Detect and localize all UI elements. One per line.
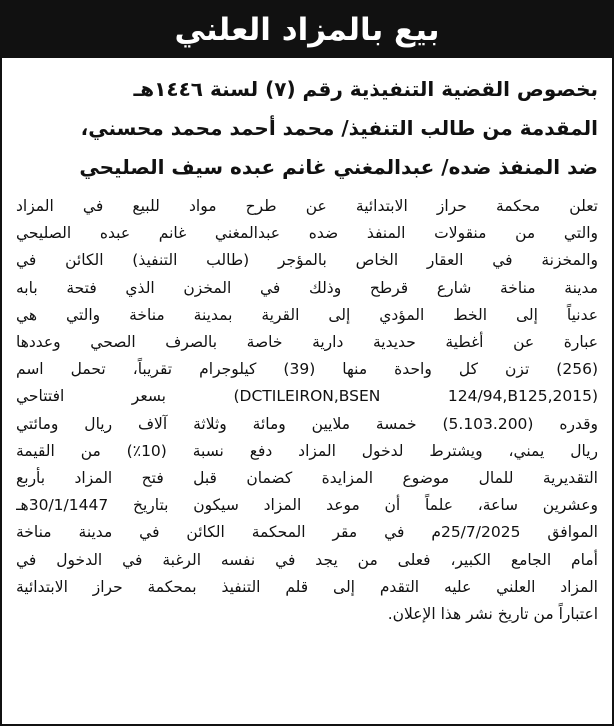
body-line: والمخزنة في العقار الخاص بالمؤجر (طالب التنفيذ) الكائن في [16, 251, 598, 270]
body-line: أمام الجامع الكبير، فعلى من يجد في نفسه الرغبة في الدخول في [16, 550, 598, 569]
body-line: عبارة عن أغطية حديدية دارية خاصة بالصرف الصحي وعددها [16, 333, 598, 352]
body-line: ريال يمني، ويشترط لدخول المزاد دفع نسبة (10٪) من القيمة [16, 441, 598, 460]
body-line: وقدره (5.103.200) خمسة ملايين ومائة وثلاثة آلاف ريال ومائتي [16, 414, 598, 433]
notice-heading [2, 58, 612, 187]
body-line: اعتباراً من تاريخ نشر هذا الإعلان. [387, 605, 598, 624]
notice-title: بيع بالمزاد العلني [174, 11, 440, 48]
heading-line-case: بخصوص القضية التنفيذية رقم (٧) لسنة ١٤٤٦هـ [133, 77, 598, 101]
body-line: التقديرية للمال موضوع المزايدة كضمان قبل فتح المزاد بأربع [16, 469, 598, 488]
body-line: تعلن محكمة حراز الابتدائية عن طرح مواد للبيع في المزاد [16, 197, 598, 215]
body-line: عدنياً إلى الخط المؤدي إلى القرية بمدينة مناخة والتي هي [16, 305, 598, 324]
heading-line-applicant: المقدمة من طالب التنفيذ/ محمد أحمد محمد محسني، [80, 116, 598, 140]
notice-body [2, 187, 612, 628]
body-line: الموافق 25/7/2025م في مقر المحكمة الكائن في مدينة مناخة [16, 523, 598, 542]
body-line: وعشرين ساعة، علماً أن موعد المزاد سيكون بتاريخ 30/1/1447هـ [16, 496, 598, 515]
body-line: مدينة مناخة شارع قرطح وذلك في المخزن الذي فتحة بابه [16, 278, 598, 297]
heading-line-respondent: ضد المنفذ ضده/ عبدالمغني غانم عبده سيف الصليحي [79, 155, 598, 179]
notice-banner [2, 2, 612, 58]
body-line: (DCTILEIRON,BSEN 124/94,B125,2015) بسعر افتتاحي [16, 387, 598, 406]
body-line: (256) تزن كل واحدة منها (39) كيلوجرام تقريباً، تحمل اسم [16, 360, 598, 379]
body-line: والتي من منقولات المنفذ ضده عبدالمغني غانم عبده الصليحي [16, 224, 598, 243]
body-line: المزاد العلني عليه التقدم إلى قلم التنفيذ بمحكمة حراز الابتدائية [16, 577, 598, 596]
